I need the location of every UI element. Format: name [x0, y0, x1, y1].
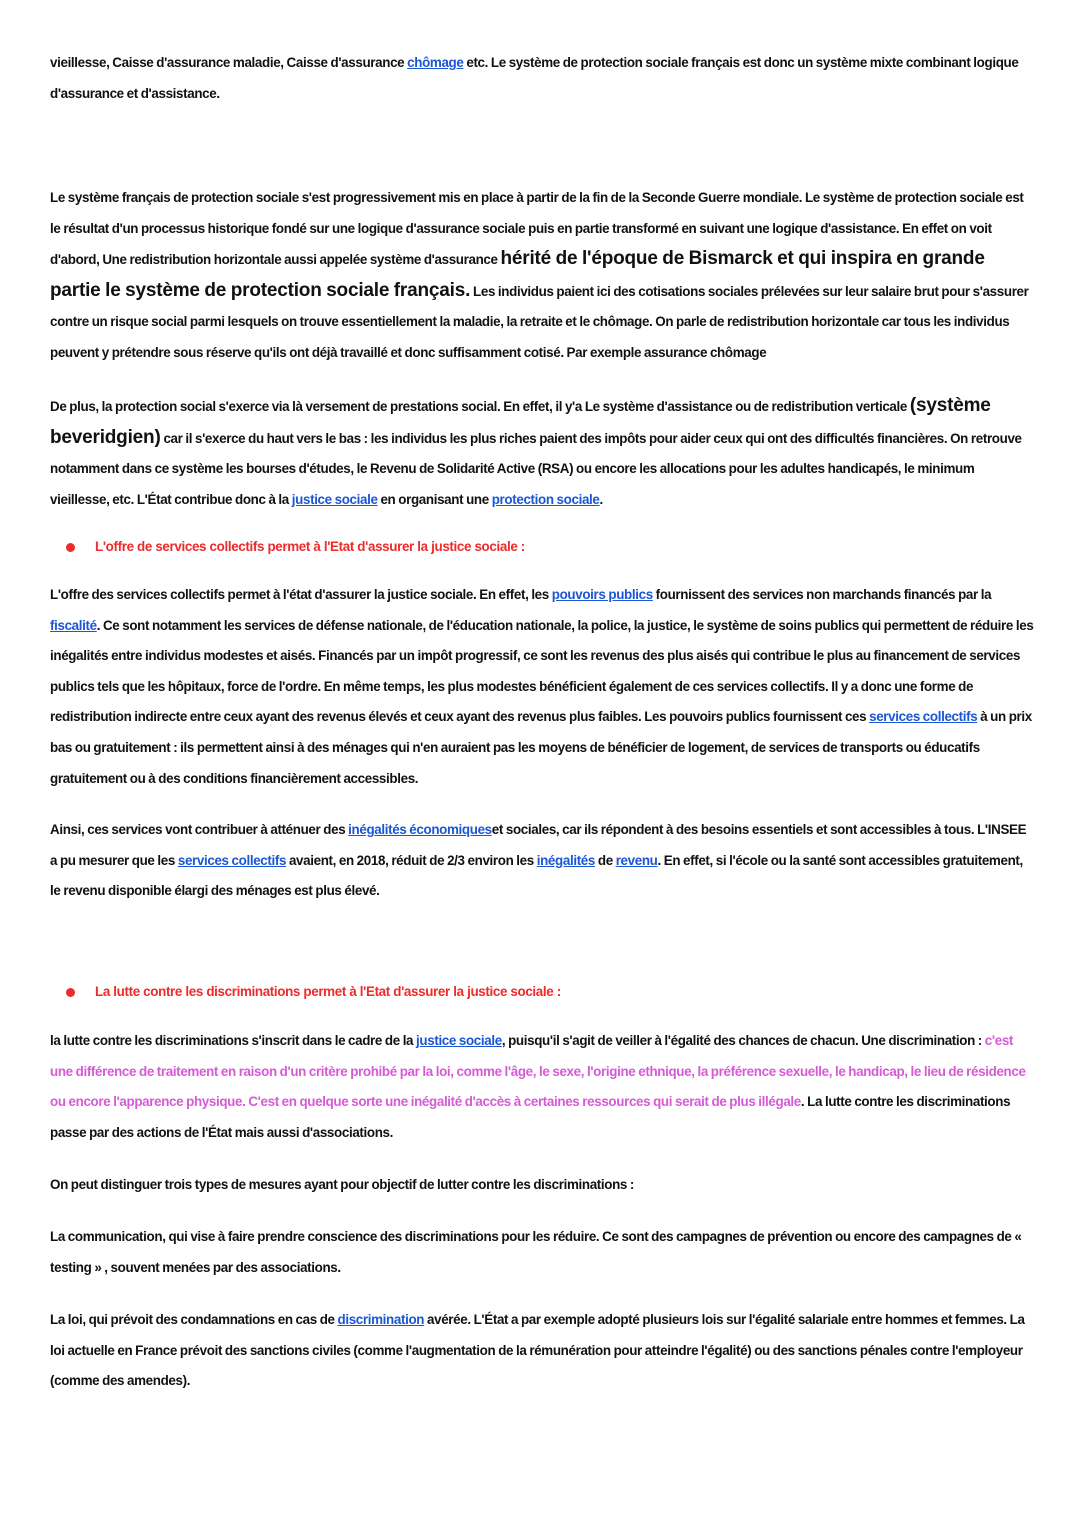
- paragraph-loi: [50, 1305, 1035, 1397]
- text-segment: .: [599, 491, 603, 507]
- section-heading-discriminations: [66, 984, 561, 999]
- bullet-icon: [66, 543, 75, 552]
- emphasized-text: hérité de l'époque de Bismarck et qui inspira en grande partie le système de protection sociale français.: [50, 248, 985, 301]
- text-segment: et sociales, car ils répondent à des besoins essentiels et sont accessibles à tous. L'INSEE a pu mesurer que les: [50, 822, 1027, 868]
- glossary-link[interactable]: inégalités: [536, 852, 596, 868]
- text-segment: avaient, en 2018, réduit de 2/3 environ les: [286, 852, 537, 868]
- glossary-link[interactable]: justice sociale: [416, 1033, 502, 1048]
- text-segment: Les individus paient ici des cotisations sociales prélevées sur leur salaire brut pour s'assurer contre un risque social parmi lesquels on trouve essentiellement la maladie, la retraite et le chômage. On parle de redistribution horizontale car tous les individus peuvent y prétendre sous réserve qu'ils ont déjà travaillé et donc suffisamment cotisé. Par exemple assurance chômage: [50, 283, 1029, 360]
- text-segment: La communication, qui vise à faire prendre conscience des discriminations pour les réduire. Ce sont des campagnes de prévention ou encore des campagnes de « testing » , souvent menées par des associations.: [50, 1229, 1022, 1275]
- text-segment: en organisant une: [377, 491, 492, 507]
- text-segment: . La lutte contre les discriminations passe par des actions de l'État mais aussi d'associations.: [50, 1094, 1011, 1140]
- emphasized-text: (système beveridgien): [50, 395, 991, 448]
- paragraph-discrimination-definition: [50, 1026, 1035, 1148]
- text-segment: On peut distinguer trois types de mesures ayant pour objectif de lutter contre les discriminations :: [50, 1177, 635, 1192]
- glossary-link[interactable]: services collectifs: [869, 709, 978, 725]
- glossary-link[interactable]: services collectifs: [177, 852, 287, 868]
- paragraph-trois-mesures: [50, 1170, 1035, 1201]
- glossary-link[interactable]: chômage: [407, 55, 464, 70]
- text-segment: avérée. L'État a par exemple adopté plusieurs lois sur l'égalité salariale entre hommes et femmes. La loi actuelle en France prévoit des sanctions civiles (comme l'augmentation de la rémunération pour atteindre l'égalité) ou des sanctions pénales contre l'employeur (comme des amendes).: [50, 1312, 1025, 1389]
- text-segment: vieillesse, Caisse d'assurance maladie, Caisse d'assurance: [50, 55, 408, 70]
- glossary-link[interactable]: pouvoirs publics: [551, 587, 653, 602]
- text-segment: . En effet, si l'école ou la santé sont accessibles gratuitement, le revenu disponible élargi des ménages est plus élevé.: [50, 852, 1023, 899]
- text-segment: Ainsi, ces services vont contribuer à atténuer des: [50, 822, 349, 837]
- text-segment: , puisqu'il s'agit de veiller à l'égalité des chances de chacun. Une discrimination :: [501, 1033, 985, 1048]
- text-segment: La loi, qui prévoit des condamnations en cas de: [50, 1312, 338, 1327]
- definition-text: c'est une différence de traitement en raison d'un critère prohibé par la loi, comme l'âge, le sexe, l'origine ethnique, la préférence sexuelle, le handicap, le lieu de résidence ou encore l'apparence physique. C'est en quelque sorte une inégalité d'accès à certaines ressources qui serait de plus illégale: [50, 1033, 1026, 1110]
- paragraph-assurance-mixte: [50, 48, 1035, 109]
- glossary-link[interactable]: revenu: [615, 852, 658, 868]
- glossary-link[interactable]: protection sociale: [491, 491, 600, 507]
- heading-text: L'offre de services collectifs permet à l'Etat d'assurer la justice sociale :: [95, 539, 525, 554]
- paragraph-communication: [50, 1222, 1035, 1283]
- text-segment: fournissent des services non marchands financés par la: [652, 587, 992, 602]
- heading-text: La lutte contre les discriminations permet à l'Etat d'assurer la justice sociale :: [95, 984, 561, 999]
- paragraph-inegalites: [50, 815, 1035, 907]
- text-segment: car il s'exerce du haut vers le bas : les individus les plus riches paient des impôts pour aider ceux qui ont des difficultés financières. On retrouve notamment dans ce système les bourses d'études, le Revenu de Solidarité Active (RSA) ou encore les allocations pour les adultes handicapés, le minimum vieillesse, etc. L'État contribue donc à la: [50, 430, 1022, 507]
- text-segment: L'offre des services collectifs permet à l'état d'assurer la justice sociale. En effet, les: [50, 587, 552, 602]
- text-segment: à un prix bas ou gratuitement : ils permettent ainsi à des ménages qui n'en auraient pas les moyens de bénéficier de logement, de services de transports ou éducatifs gratuitement ou à des conditions financièrement accessibles.: [50, 709, 1032, 786]
- section-heading-services-collectifs: [66, 539, 525, 554]
- glossary-link[interactable]: discrimination: [337, 1312, 425, 1327]
- text-segment: la lutte contre les discriminations s'inscrit dans le cadre de la: [50, 1033, 417, 1048]
- bullet-icon: [66, 988, 75, 997]
- paragraph-services-collectifs: [50, 580, 1035, 794]
- paragraph-systeme-beveridgien: [50, 391, 1035, 515]
- paragraph-systeme-bismarckien: [50, 183, 1035, 369]
- text-segment: de: [595, 852, 616, 868]
- text-segment: De plus, la protection social s'exerce via là versement de prestations social. En effet, il y'a Le système d'assistance ou de redistribution verticale: [50, 399, 910, 414]
- glossary-link[interactable]: justice sociale: [291, 491, 378, 507]
- text-segment: . Ce sont notamment les services de défense nationale, de l'éducation nationale, la police, la justice, le système de soins publics qui permettent de réduire les inégalités entre individus modestes et aisés. Financés par un impôt progressif, ce sont les revenus des plus aisés qui contribue le plus au financement de services publics tels que les hôpitaux, force de l'ordre. En même temps, les plus modestes bénéficient également de ces services collectifs. Il y a donc une forme de redistribution indirecte entre ceux ayant des revenus élevés et ceux ayant des revenus plus faibles. Les pouvoirs publics fournissent ces: [50, 617, 1034, 725]
- text-segment: etc. Le système de protection sociale français est donc un système mixte combinant logique d'assurance et d'assistance.: [50, 55, 1019, 101]
- glossary-link[interactable]: fiscalité: [50, 617, 97, 633]
- glossary-link[interactable]: inégalités économiques: [348, 822, 492, 837]
- text-segment: Le système français de protection sociale s'est progressivement mis en place à partir de la fin de la Seconde Guerre mondiale. Le système de protection sociale est le résultat d'un processus historique fondé sur une logique d'assurance sociale puis en partie transformé en suivant une logique d'assistance. En effet on voit d'abord, Une redistribution horizontale aussi appelée système d'assurance: [50, 190, 1024, 268]
